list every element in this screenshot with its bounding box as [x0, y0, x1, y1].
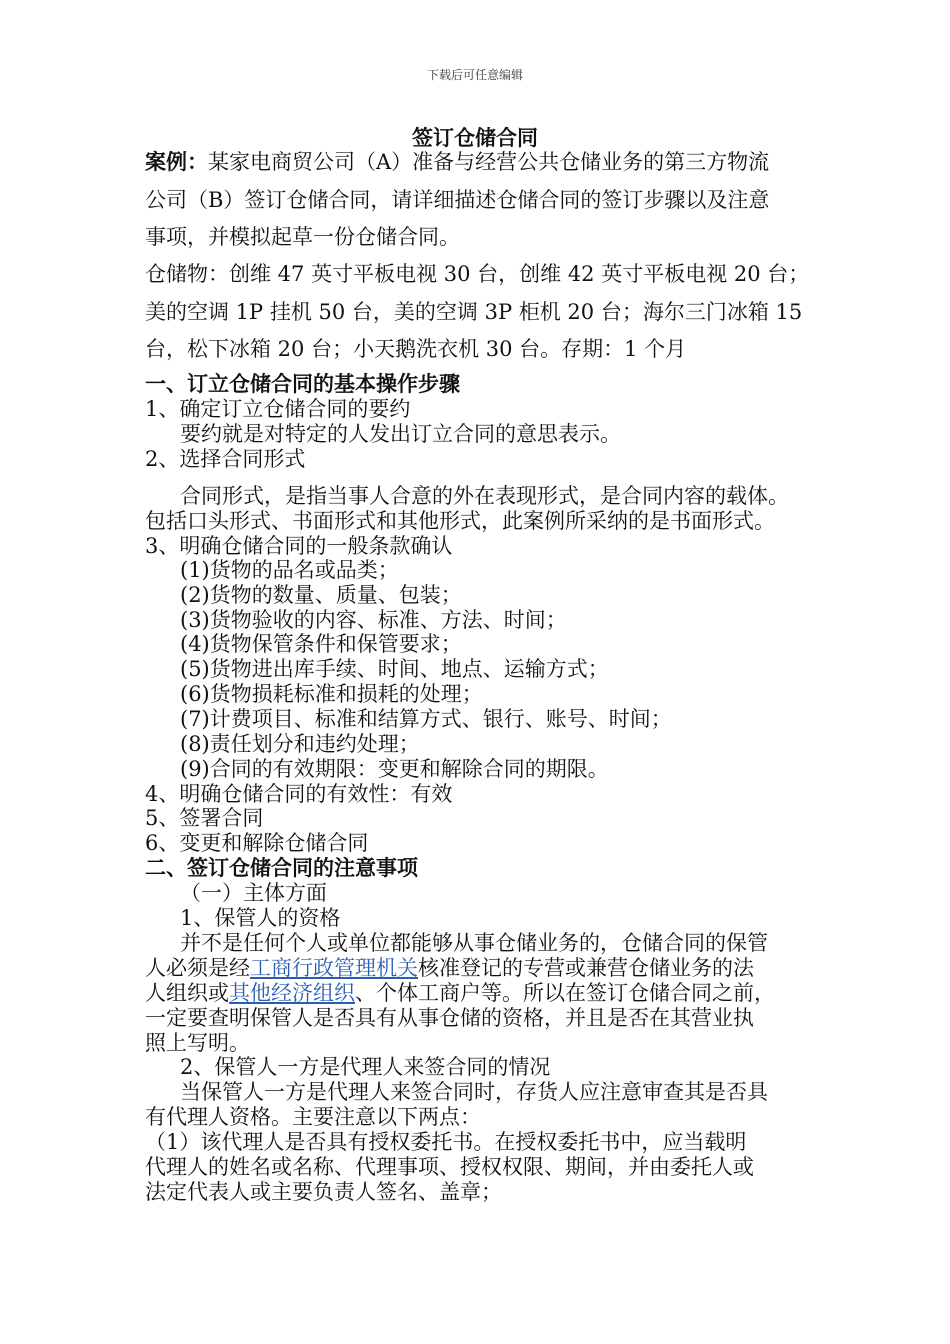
step-6: 6、变更和解除仓储合同 [145, 831, 369, 855]
step-1-text: 要约就是对特定的人发出订立合同的意思表示。 [180, 422, 621, 446]
goods-line-3: 台，松下冰箱 20 台；小天鹅洗衣机 30 台。存期：1 个月 [145, 337, 687, 361]
step-2: 2、选择合同形式 [145, 447, 306, 471]
point-1-line-3 [145, 981, 775, 1005]
step-5: 5、签署合同 [145, 806, 264, 830]
document-title: 签订仓储合同 [412, 125, 538, 150]
case-label: 案例： [145, 149, 208, 174]
point-1-heading: 1、保管人的资格 [180, 906, 341, 930]
step-4: 4、明确仓储合同的有效性：有效 [145, 782, 453, 806]
clause-item: (2)货物的数量、质量、包装； [180, 583, 462, 607]
section1-heading: 一、订立仓储合同的基本操作步骤 [145, 371, 460, 396]
subsection-heading: （一）主体方面 [180, 881, 327, 905]
case-line-3: 事项，并模拟起草一份仓储合同。 [145, 225, 460, 249]
goods-line-1: 仓储物：创维 47 英寸平板电视 30 台，创维 42 英寸平板电视 20 台； [145, 262, 810, 286]
case-text-1: 某家电商贸公司（A）准备与经营公共仓储业务的第三方物流 [208, 150, 770, 174]
clause-item: (4)货物保管条件和保管要求； [180, 632, 462, 656]
point-1-line-1: 并不是任何个人或单位都能够从事仓储业务的，仓储合同的保管 [180, 931, 768, 955]
step-2-text-2: 包括口头形式、书面形式和其他形式，此案例所采纳的是书面形式。 [145, 509, 775, 533]
clause-item: (6)货物损耗标准和损耗的处理； [180, 682, 483, 706]
clause-item: (1)货物的品名或品类； [180, 558, 399, 582]
section2-heading: 二、签订仓储合同的注意事项 [145, 855, 418, 880]
clause-item: (5)货物进出库手续、时间、地点、运输方式； [180, 657, 609, 681]
case-line-1 [145, 150, 769, 174]
point-2-line-1: 当保管人一方是代理人来签合同时，存货人应注意审查其是否具 [180, 1080, 768, 1104]
point-2-line-2: 有代理人资格。主要注意以下两点： [145, 1105, 481, 1129]
step-3: 3、明确仓储合同的一般条款确认 [145, 534, 453, 558]
link-business-admin[interactable]: 工商行政管理机关 [250, 956, 418, 980]
text-span: 人必须是经 [145, 956, 250, 980]
point-2-line-3: （1）该代理人是否具有授权委托书。在授权委托书中，应当载明 [145, 1130, 747, 1154]
clause-item: (9)合同的有效期限：变更和解除合同的期限。 [180, 757, 609, 781]
goods-line-2: 美的空调 1P 挂机 50 台，美的空调 3P 柜机 20 台；海尔三门冰箱 15 [145, 300, 803, 324]
clause-item: (3)货物验收的内容、标准、方法、时间； [180, 608, 567, 632]
point-2-line-5: 法定代表人或主要负责人签名、盖章； [145, 1180, 502, 1204]
clause-item: (8)责任划分和违约处理； [180, 732, 420, 756]
page-header: 下载后可任意编辑 [426, 68, 523, 82]
point-2-heading: 2、保管人一方是代理人来签合同的情况 [180, 1055, 551, 1079]
case-line-2: 公司（B）签订仓储合同，请详细描述仓储合同的签订步骤以及注意 [145, 188, 770, 212]
text-span: 、个体工商户等。所以在签订仓储合同之前， [355, 981, 775, 1005]
text-span: 人组织或 [145, 981, 229, 1005]
link-other-economic-org[interactable]: 其他经济组织 [229, 981, 355, 1005]
clause-item: (7)计费项目、标准和结算方式、银行、账号、时间； [180, 707, 672, 731]
point-1-line-4: 一定要查明保管人是否具有从事仓储的资格，并且是否在其营业执 [145, 1006, 754, 1030]
point-1-line-5: 照上写明。 [145, 1031, 250, 1055]
point-2-line-4: 代理人的姓名或名称、代理事项、授权权限、期间，并由委托人或 [145, 1155, 754, 1179]
step-2-text-1: 合同形式，是指当事人合意的外在表现形式，是合同内容的载体。 [180, 484, 789, 508]
point-1-line-2 [145, 956, 754, 980]
step-1: 1、确定订立仓储合同的要约 [145, 397, 411, 421]
text-span: 核准登记的专营或兼营仓储业务的法 [418, 956, 754, 980]
